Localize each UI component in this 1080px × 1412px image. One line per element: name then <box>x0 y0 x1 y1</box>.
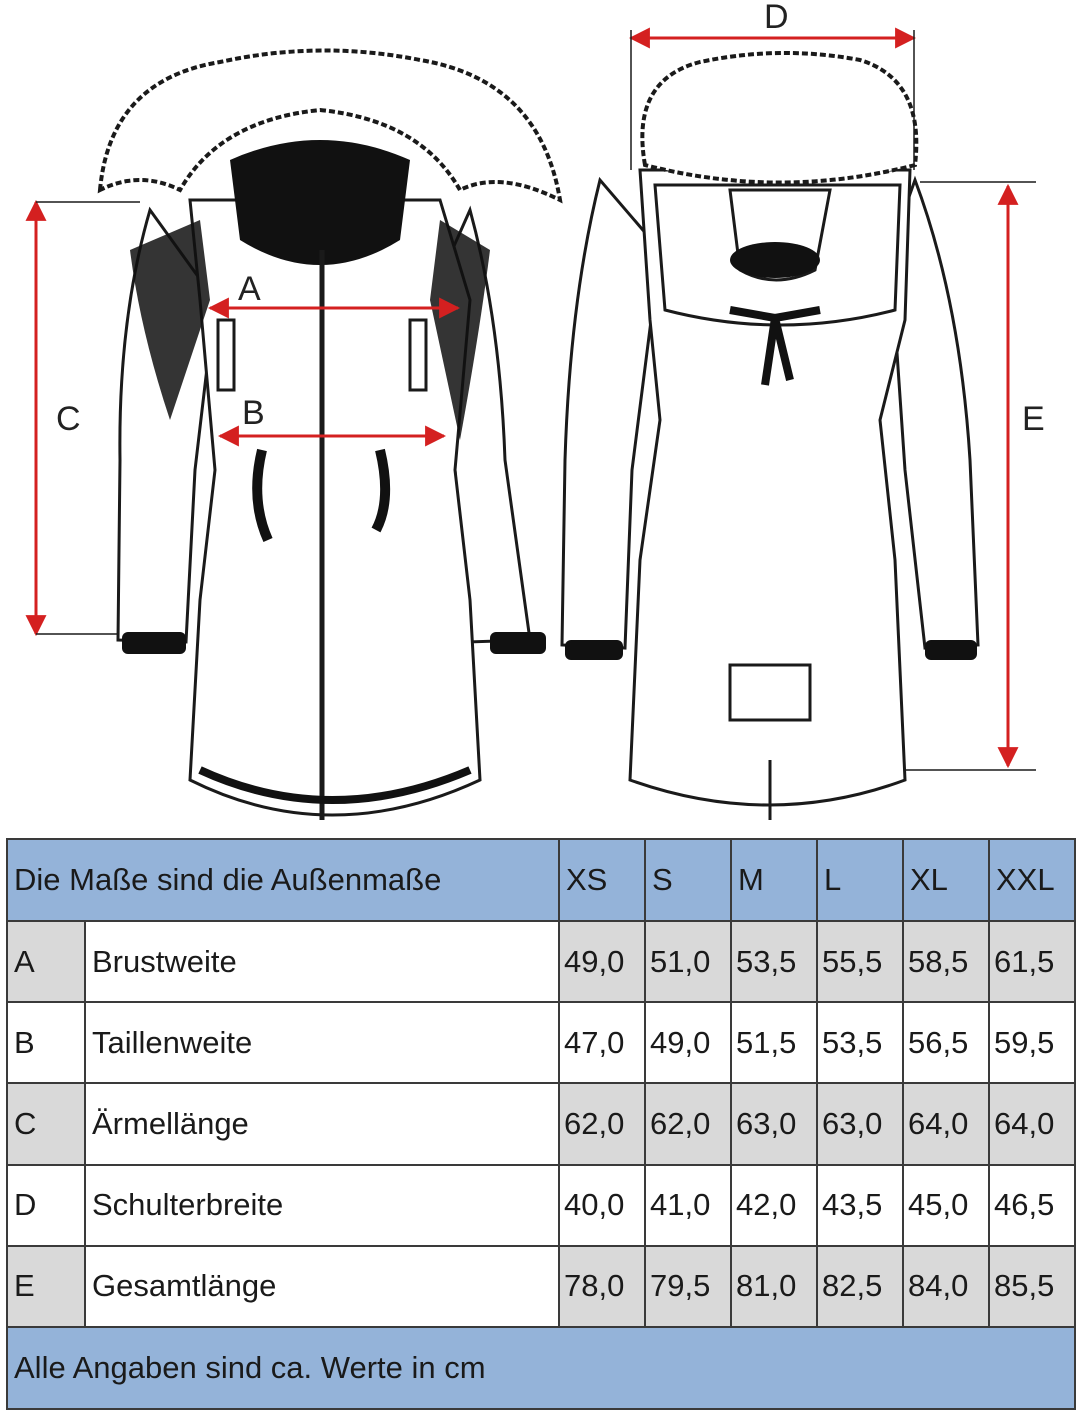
row-name: Brustweite <box>85 921 559 1002</box>
row-value: 40,0 <box>559 1165 645 1246</box>
jacket-back-illustration <box>562 53 978 820</box>
size-header: L <box>817 839 903 921</box>
row-value: 59,5 <box>989 1002 1075 1083</box>
row-value: 51,0 <box>645 921 731 1002</box>
row-value: 81,0 <box>731 1246 817 1327</box>
size-header: M <box>731 839 817 921</box>
table-footer-note: Alle Angaben sind ca. Werte in cm <box>7 1327 1075 1409</box>
row-key: C <box>7 1083 85 1164</box>
row-value: 47,0 <box>559 1002 645 1083</box>
front-collar-inner <box>230 140 410 265</box>
row-value: 53,5 <box>731 921 817 1002</box>
row-name: Ärmellänge <box>85 1083 559 1164</box>
row-value: 56,5 <box>903 1002 989 1083</box>
label-d: D <box>764 0 789 36</box>
row-value: 85,5 <box>989 1246 1075 1327</box>
row-value: 64,0 <box>903 1083 989 1164</box>
table-row <box>7 921 1075 1002</box>
row-key: B <box>7 1002 85 1083</box>
row-value: 53,5 <box>817 1002 903 1083</box>
row-value: 62,0 <box>645 1083 731 1164</box>
row-value: 63,0 <box>731 1083 817 1164</box>
row-value: 49,0 <box>645 1002 731 1083</box>
row-value: 78,0 <box>559 1246 645 1327</box>
label-a: A <box>238 270 261 308</box>
row-value: 58,5 <box>903 921 989 1002</box>
label-e: E <box>1022 400 1045 438</box>
row-value: 51,5 <box>731 1002 817 1083</box>
row-name: Gesamtlänge <box>85 1246 559 1327</box>
row-name: Schulterbreite <box>85 1165 559 1246</box>
row-value: 63,0 <box>817 1083 903 1164</box>
row-key: A <box>7 921 85 1002</box>
front-chest-pocket-right <box>410 320 426 390</box>
row-value: 82,5 <box>817 1246 903 1327</box>
front-cuff-right <box>490 632 546 654</box>
table-row <box>7 1246 1075 1327</box>
row-value: 79,5 <box>645 1246 731 1327</box>
back-hood-shadow <box>730 242 820 278</box>
row-value: 61,5 <box>989 921 1075 1002</box>
table-header-row <box>7 839 1075 921</box>
front-cuff-left <box>122 632 186 654</box>
row-value: 84,0 <box>903 1246 989 1327</box>
back-fur-hood <box>642 53 916 183</box>
size-header: XS <box>559 839 645 921</box>
row-value: 45,0 <box>903 1165 989 1246</box>
table-footer-row <box>7 1327 1075 1409</box>
label-b: B <box>242 394 265 432</box>
row-name: Taillenweite <box>85 1002 559 1083</box>
row-value: 62,0 <box>559 1083 645 1164</box>
row-value: 46,5 <box>989 1165 1075 1246</box>
row-value: 42,0 <box>731 1165 817 1246</box>
row-value: 41,0 <box>645 1165 731 1246</box>
size-header: S <box>645 839 731 921</box>
row-value: 55,5 <box>817 921 903 1002</box>
row-key: E <box>7 1246 85 1327</box>
table-row <box>7 1083 1075 1164</box>
table-row <box>7 1165 1075 1246</box>
label-c: C <box>56 400 81 438</box>
row-value: 43,5 <box>817 1165 903 1246</box>
row-key: D <box>7 1165 85 1246</box>
size-header: XL <box>903 839 989 921</box>
back-cuff-right <box>925 640 977 660</box>
front-chest-pocket-left <box>218 320 234 390</box>
size-table <box>6 838 1076 1410</box>
row-value: 49,0 <box>559 921 645 1002</box>
size-header: XXL <box>989 839 1075 921</box>
table-row <box>7 1002 1075 1083</box>
header-title: Die Maße sind die Außenmaße <box>7 839 559 921</box>
back-cuff-left <box>565 640 623 660</box>
row-value: 64,0 <box>989 1083 1075 1164</box>
back-label-patch <box>730 665 810 720</box>
